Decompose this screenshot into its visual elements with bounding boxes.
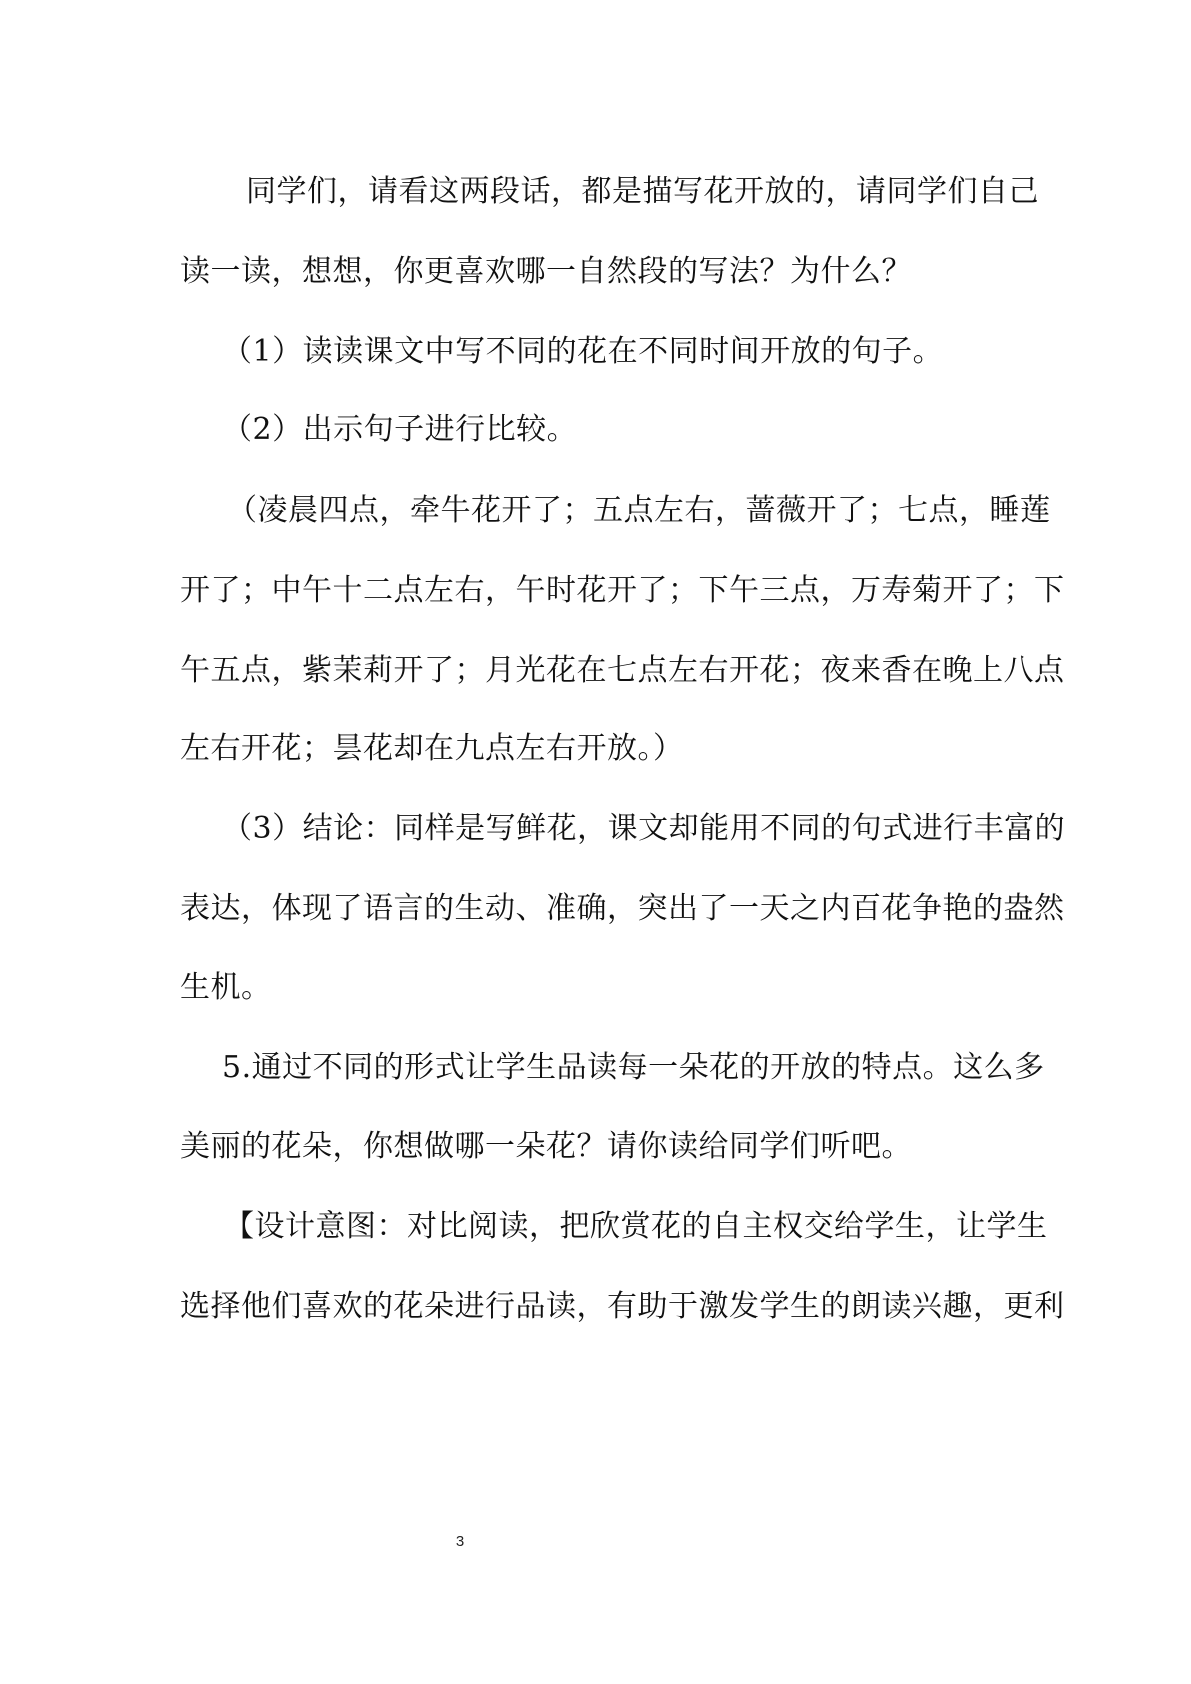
- paragraph-line-4: （2）出示句子进行比较。: [222, 412, 578, 447]
- paragraph-line-1: 同学们，请看这两段话，都是描写花开放的，请同学们自己: [246, 174, 1039, 209]
- paragraph-line-6: 开了；中午十二点左右，午时花开了；下午三点，万寿菊开了；下: [180, 573, 1065, 608]
- paragraph-line-10: 表达，体现了语言的生动、准确，突出了一天之内百花争艳的盎然: [180, 891, 1065, 926]
- page-number: 3: [455, 1533, 465, 1550]
- paragraph-line-13: 美丽的花朵，你想做哪一朵花？请你读给同学们听吧。: [180, 1129, 912, 1164]
- paragraph-line-2: 读一读，想想，你更喜欢哪一自然段的写法？为什么？: [180, 254, 912, 289]
- paragraph-line-3: （1）读读课文中写不同的花在不同时间开放的句子。: [222, 334, 944, 369]
- paragraph-line-12: 5.通过不同的形式让学生品读每一朵花的开放的特点。这么多: [222, 1050, 1045, 1085]
- paragraph-line-9: （3）结论：同样是写鲜花，课文却能用不同的句式进行丰富的: [222, 811, 1066, 846]
- paragraph-line-5: （凌晨四点，牵牛花开了；五点左右，蔷薇开了；七点，睡莲: [227, 493, 1051, 528]
- paragraph-line-14: 【设计意图：对比阅读，把欣赏花的自主权交给学生，让学生: [224, 1209, 1048, 1244]
- paragraph-line-8: 左右开花；昙花却在九点左右开放。）: [180, 731, 684, 766]
- paragraph-line-15: 选择他们喜欢的花朵进行品读，有助于激发学生的朗读兴趣，更利: [180, 1289, 1065, 1324]
- paragraph-line-7: 午五点，紫茉莉开了；月光花在七点左右开花；夜来香在晚上八点: [180, 653, 1065, 688]
- paragraph-line-11: 生机。: [180, 970, 272, 1005]
